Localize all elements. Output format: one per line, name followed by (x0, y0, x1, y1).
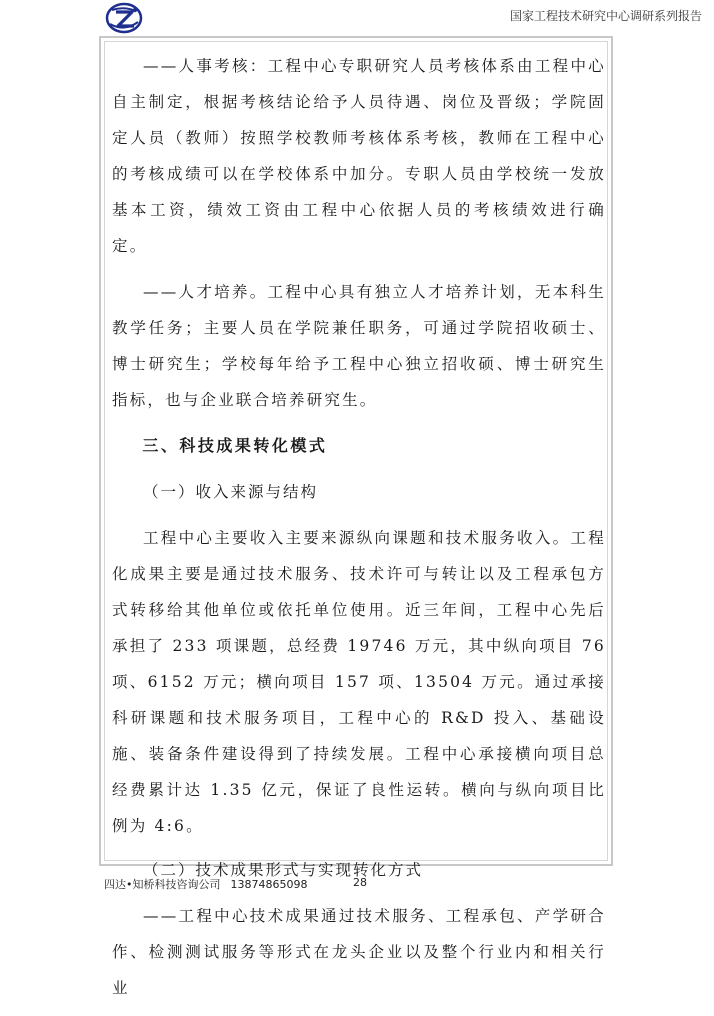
document-body (112, 48, 606, 1016)
paragraph-talent-training: ——人才培养。工程中心具有独立人才培养计划，无本科生教学任务；主要人员在学院兼任职务，可通过学院招收硕士、博士研究生；学校每年给予工程中心独立招收硕、博士研究生指标，也与企业联合培养研究生。 (112, 283, 606, 409)
section-heading: 三、科技成果转化模式 (142, 436, 328, 455)
page-number: 28 (353, 876, 367, 889)
footer-company: 四达•知桥科技咨询公司 (104, 878, 221, 891)
paragraph-income-sources: 工程中心主要收入主要来源纵向课题和技术服务收入。工程化成果主要是通过技术服务、技术许可与转让以及工程承包方式转移给其他单位或依托单位使用。近三年间，工程中心先后承担了 233 项课题，总经费 19746 万元，其中纵向项目 76 项、6152 万元；横向项目 157 项、13504 万元。通过承接科研课题和技术服务项目，工程中心的 R&D 投入、基础设施、装备条件建设得到了持续发展。工程中心承接横向项目总经费累计达 1.35 亿元，保证了良性运转。横向与纵向项目比例为 4:6。 (112, 529, 606, 835)
footer-phone: 13874865098 (230, 878, 308, 891)
subsection-heading-income: （一）收入来源与结构 (143, 483, 319, 501)
paragraph-transfer-methods: ——工程中心技术成果通过技术服务、工程承包、产学研合作、检测测试服务等形式在龙头企业以及整个行业内和相关行业 (112, 907, 606, 997)
report-series-title: 国家工程技术研究中心调研系列报告 (509, 9, 702, 23)
company-logo-icon (104, 2, 144, 34)
page-footer (104, 876, 367, 892)
paragraph-personnel-assessment: ——人事考核：工程中心专职研究人员考核体系由工程中心自主制定，根据考核结论给予人员待遇、岗位及晋级；学院固定人员（教师）按照学校教师考核体系考核，教师在工程中心的考核成绩可以在学校体系中加分。专职人员由学校统一发放基本工资，绩效工资由工程中心依据人员的考核绩效进行确定。 (112, 57, 606, 255)
subsection-heading-transfer: （二）技术成果形式与实现转化方式 (143, 861, 424, 879)
